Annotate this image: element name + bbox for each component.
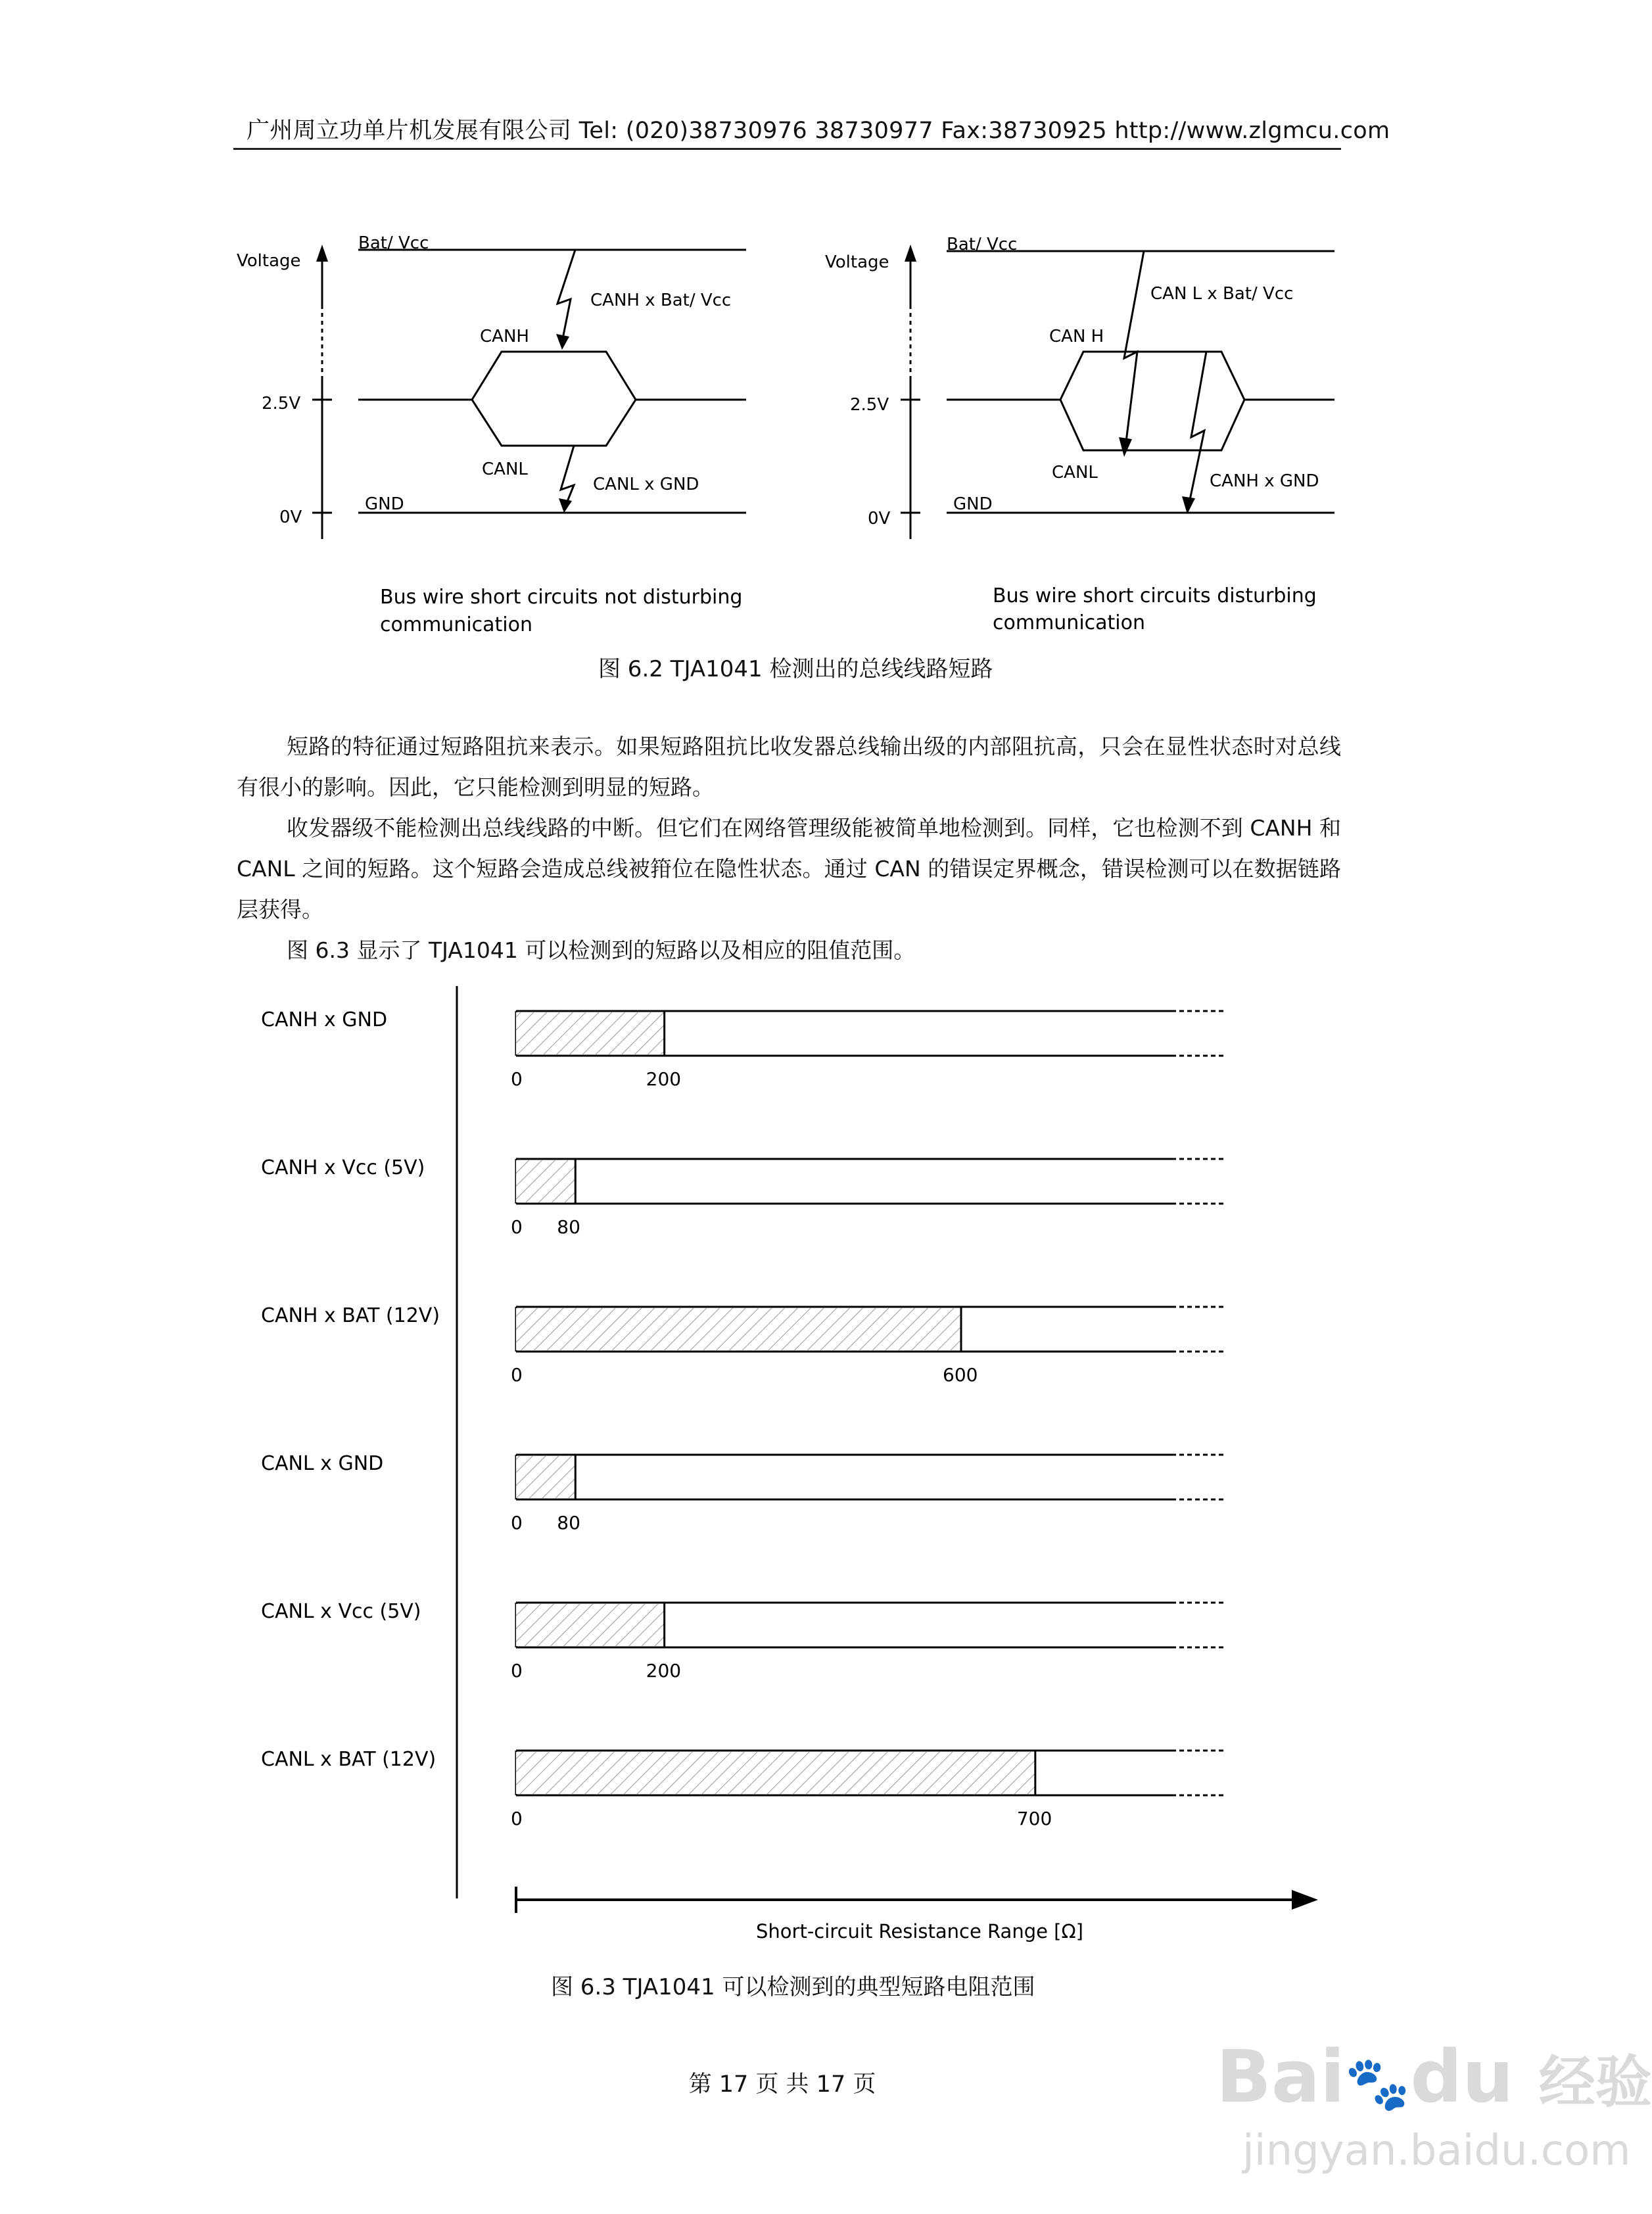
chart-x-axis-label: Short-circuit Resistance Range [Ω] xyxy=(756,1920,1083,1943)
figure-6-3-title: 图 6.3 TJA1041 可以检测到的典型短路电阻范围 xyxy=(551,1974,1035,2000)
chart-category-label: CANL x Vcc (5V) xyxy=(261,1600,421,1623)
chart-end-label: 700 xyxy=(1016,1808,1052,1829)
left-caption-line2: communication xyxy=(380,613,533,636)
chart-end-label: 80 xyxy=(557,1216,580,1238)
chart-start-label: 0 xyxy=(511,1512,523,1534)
chart-start-label: 0 xyxy=(511,1660,523,1682)
left-canh-label: CANH xyxy=(480,327,529,346)
chart-category-label: CANH x BAT (12V) xyxy=(261,1304,440,1327)
right-caption-line2: communication xyxy=(993,611,1146,634)
chart-end-label: 600 xyxy=(943,1364,978,1386)
paragraph-3: 图 6.3 显示了 TJA1041 可以检测到的短路以及相应的阻值范围。 xyxy=(287,937,916,963)
chart-category-label: CANH x Vcc (5V) xyxy=(261,1156,425,1179)
right-axis-arrow xyxy=(905,245,916,262)
figure-6-2 xyxy=(0,0,1565,657)
right-short-bottom xyxy=(1189,352,1206,506)
chart-bar xyxy=(516,1308,961,1350)
chart-category-label: CANL x BAT (12V) xyxy=(261,1748,437,1771)
watermark-product: 经验 xyxy=(1538,2050,1652,2115)
chart-bar xyxy=(516,1604,665,1646)
right-level-25: 2.5V xyxy=(850,395,889,415)
chart-bar xyxy=(516,1012,665,1054)
left-caption-line1: Bus wire short circuits not disturbing xyxy=(380,586,743,609)
right-canl-label: CANL xyxy=(1052,463,1098,483)
left-axis-arrow xyxy=(316,245,328,262)
figure-6-2-title: 图 6.2 TJA1041 检测出的总线线路短路 xyxy=(598,656,993,682)
chart-category-label: CANL x GND xyxy=(261,1452,384,1475)
chart-bar xyxy=(516,1456,575,1498)
chart-x-axis-arrow xyxy=(1292,1890,1318,1910)
right-y-axis-label: Voltage xyxy=(825,252,889,272)
paragraph-1: 短路的特征通过短路阻抗来表示。如果短路阻抗比收发器总线输出级的内部阻抗高，只会在显性状态时对总线有很小的影响。因此，它只能检测到明显的短路。 xyxy=(237,734,1341,800)
right-can-signal xyxy=(1060,352,1244,450)
chart-start-label: 0 xyxy=(511,1364,523,1386)
paw-icon: 🐾 xyxy=(1344,2053,1411,2114)
watermark-url: jingyan.baidu.com xyxy=(1242,2127,1631,2175)
left-canl-label: CANL xyxy=(482,459,528,479)
right-short-bottom-label: CANH x GND xyxy=(1210,471,1319,491)
left-can-signal xyxy=(472,352,636,446)
chart-end-label: 200 xyxy=(646,1660,682,1682)
left-level-25: 2.5V xyxy=(262,394,301,413)
right-level-0: 0V xyxy=(868,509,891,529)
watermark-brand: Bai xyxy=(1216,2035,1345,2119)
left-level-0: 0V xyxy=(279,507,302,527)
paragraph-2: 收发器级不能检测出总线线路的中断。但它们在网络管理级能被简单地检测到。同样，它也检测不到 CANH 和 CANL 之间的短路。这个短路会造成总线被箝位在隐性状态。通过 CAN 的错误定界概念，错误检测可以在数据链路层获得。 xyxy=(237,815,1341,922)
chart-start-label: 0 xyxy=(511,1808,523,1829)
chart-end-label: 200 xyxy=(646,1068,682,1090)
chart-bar xyxy=(516,1160,575,1202)
left-bat-label: Bat/ Vcc xyxy=(358,233,429,253)
right-canh-label: CAN H xyxy=(1049,327,1104,346)
figure-6-3-chart xyxy=(0,973,1565,1985)
page-footer: 第 17 页 共 17 页 xyxy=(688,2071,876,2098)
left-bus-diagram xyxy=(237,233,746,636)
left-short-bottom xyxy=(561,446,574,506)
right-bat-label: Bat/ Vcc xyxy=(947,235,1018,254)
baidu-watermark xyxy=(1203,2028,1652,2192)
left-short-top xyxy=(557,250,575,342)
right-bus-diagram xyxy=(825,235,1334,634)
right-gnd-label: GND xyxy=(953,494,993,514)
right-short-top xyxy=(1124,251,1144,447)
left-short-top-label: CANH x Bat/ Vcc xyxy=(590,291,732,310)
left-short-bottom-label: CANL x GND xyxy=(593,475,699,494)
left-y-axis-label: Voltage xyxy=(237,251,301,271)
watermark-brand2: du xyxy=(1410,2035,1514,2119)
right-short-top-label: CAN L x Bat/ Vcc xyxy=(1150,284,1294,304)
chart-start-label: 0 xyxy=(511,1216,523,1238)
right-caption-line1: Bus wire short circuits disturbing xyxy=(993,584,1317,607)
header-text: 广州周立功单片机发展有限公司 Tel: (020)38730976 38730977 Fax:38730925 http://www.zlgmcu.com xyxy=(247,118,1390,144)
chart-bar xyxy=(516,1752,1035,1794)
chart-end-label: 80 xyxy=(557,1512,580,1534)
left-gnd-label: GND xyxy=(365,494,404,514)
chart-start-label: 0 xyxy=(511,1068,523,1090)
chart-category-label: CANH x GND xyxy=(261,1008,388,1031)
